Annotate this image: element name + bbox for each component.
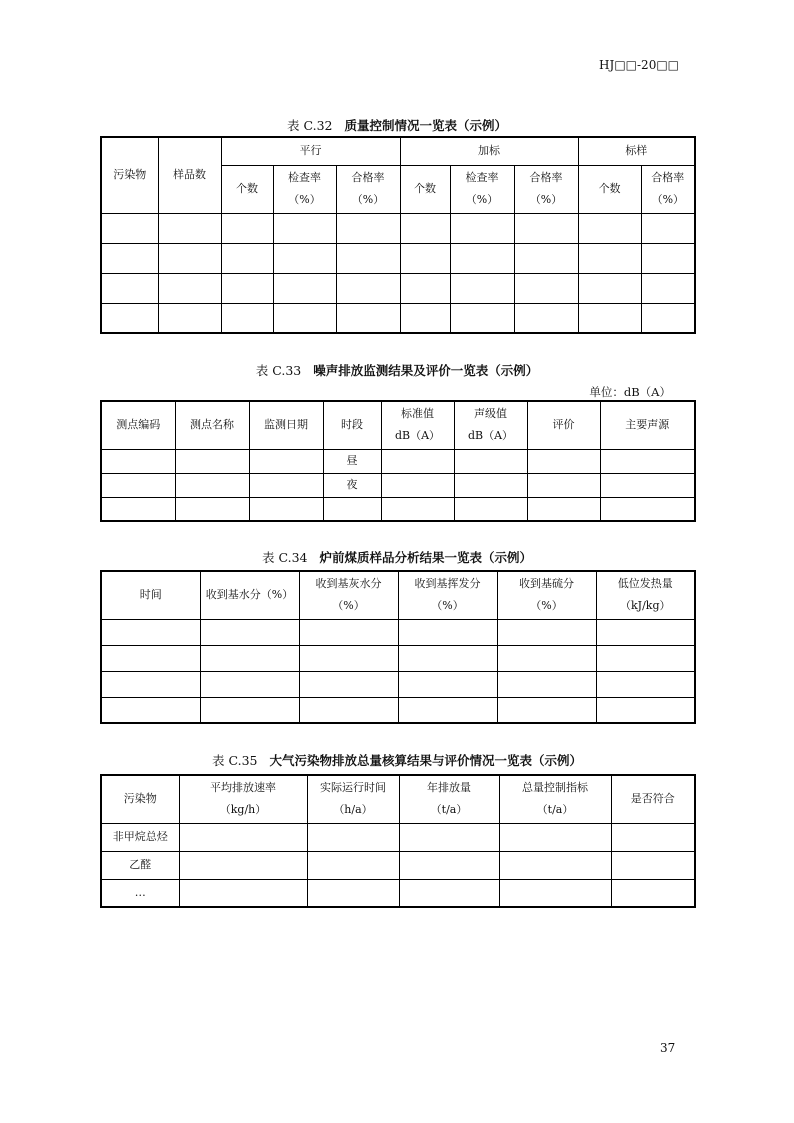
header-pass-rate: 合格率 （%） bbox=[336, 165, 400, 213]
row-label: … bbox=[101, 879, 179, 907]
header-pollutant: 污染物 bbox=[101, 137, 158, 213]
table-row bbox=[101, 879, 695, 907]
header-pass-rate: 合格率 （%） bbox=[641, 165, 695, 213]
period-day: 昼 bbox=[323, 449, 381, 473]
header-moisture: 收到基水分（%） bbox=[200, 571, 299, 619]
header-check-rate: 检查率 （%） bbox=[450, 165, 514, 213]
header-sulfur: 收到基硫分 （%） bbox=[497, 571, 596, 619]
table-c33-title bbox=[100, 361, 694, 379]
table-row bbox=[101, 497, 695, 521]
header-count: 个数 bbox=[578, 165, 641, 213]
table-row bbox=[101, 473, 695, 497]
header-check-rate: 检查率 （%） bbox=[273, 165, 336, 213]
document-code: HJ□□-20□□ bbox=[599, 58, 679, 72]
header-group-standard: 标样 bbox=[578, 137, 695, 165]
table-c32-title bbox=[100, 116, 694, 134]
table-row bbox=[101, 273, 695, 303]
table-c32-number: 表 C.32 bbox=[287, 118, 333, 133]
header-annual-emission: 年排放量 （t/a） bbox=[399, 775, 499, 823]
page-number: 37 bbox=[660, 1041, 676, 1055]
table-c35-number: 表 C.35 bbox=[212, 753, 258, 768]
table-c32 bbox=[100, 136, 696, 334]
header-quota: 总量控制指标 （t/a） bbox=[499, 775, 611, 823]
header-samples: 样品数 bbox=[158, 137, 221, 213]
table-c32-caption: 质量控制情况一览表（示例） bbox=[344, 118, 507, 133]
table-c34-caption: 炉前煤质样品分析结果一览表（示例） bbox=[319, 550, 532, 565]
table-row bbox=[101, 823, 695, 851]
table-row bbox=[101, 449, 695, 473]
header-date: 监测日期 bbox=[249, 401, 323, 449]
table-row bbox=[101, 671, 695, 697]
header-standard-value: 标准值 dB（A） bbox=[381, 401, 454, 449]
header-point-code: 测点编码 bbox=[101, 401, 175, 449]
header-runtime: 实际运行时间 （h/a） bbox=[307, 775, 399, 823]
period-night: 夜 bbox=[323, 473, 381, 497]
table-row bbox=[101, 851, 695, 879]
table-c33-unit: 单位：dB（A） bbox=[589, 385, 671, 399]
header-ash: 收到基灰水分 （%） bbox=[299, 571, 398, 619]
table-c35-title bbox=[100, 751, 694, 769]
header-count: 个数 bbox=[221, 165, 273, 213]
header-group-spike: 加标 bbox=[400, 137, 578, 165]
header-pass-rate: 合格率 （%） bbox=[514, 165, 578, 213]
header-sound-level: 声级值 dB（A） bbox=[454, 401, 527, 449]
table-row bbox=[101, 619, 695, 645]
row-label: 非甲烷总烃 bbox=[101, 823, 179, 851]
header-avg-rate: 平均排放速率 （kg/h） bbox=[179, 775, 307, 823]
header-pollutant: 污染物 bbox=[101, 775, 179, 823]
header-period: 时段 bbox=[323, 401, 381, 449]
table-c34-title bbox=[100, 548, 694, 566]
header-time: 时间 bbox=[101, 571, 200, 619]
table-c33 bbox=[100, 400, 696, 522]
row-label: 乙醛 bbox=[101, 851, 179, 879]
header-main-source: 主要声源 bbox=[600, 401, 695, 449]
table-c33-number: 表 C.33 bbox=[255, 363, 302, 378]
table-c33-caption: 噪声排放监测结果及评价一览表（示例） bbox=[313, 363, 539, 378]
header-volatile: 收到基挥发分 （%） bbox=[398, 571, 497, 619]
table-row bbox=[101, 303, 695, 333]
table-c35-caption: 大气污染物排放总量核算结果与评价情况一览表（示例） bbox=[269, 753, 582, 768]
table-row bbox=[101, 243, 695, 273]
table-row bbox=[101, 213, 695, 243]
header-group-parallel: 平行 bbox=[221, 137, 400, 165]
table-row bbox=[101, 645, 695, 671]
header-evaluation: 评价 bbox=[527, 401, 600, 449]
table-row bbox=[101, 697, 695, 723]
table-c34 bbox=[100, 570, 696, 724]
header-point-name: 测点名称 bbox=[175, 401, 249, 449]
table-c34-number: 表 C.34 bbox=[262, 550, 308, 565]
table-c35 bbox=[100, 774, 696, 908]
header-heat-value: 低位发热量 （kJ/kg） bbox=[596, 571, 695, 619]
header-count: 个数 bbox=[400, 165, 450, 213]
header-comply: 是否符合 bbox=[611, 775, 695, 823]
